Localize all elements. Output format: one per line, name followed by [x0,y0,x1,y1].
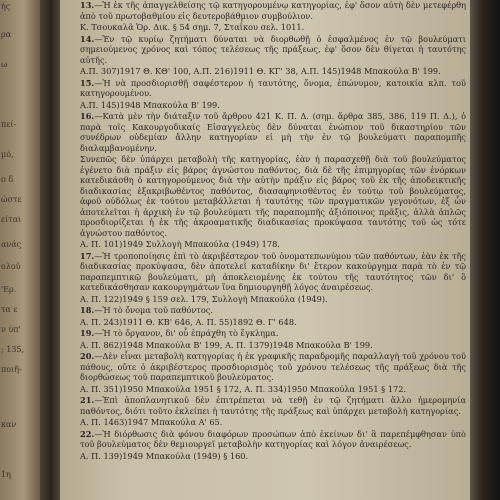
left-snippet: ανάς [1,240,22,249]
paragraph: 20.—Δὲν εἶναι μεταβολὴ κατηγορίας ἡ ἐκ γραφικῆς παραδρομῆς παραλλαγὴ τοῦ χρόνου τοῦ πάθους, οὔτε ὁ ἀκριβέστερος προσδιορισμὸς τοῦ χρόνου τελέσεως τῆς πράξεως διὰ τῆς διορθώσεως τοῦ παραπεμπτικοῦ βουλεύματος. [80,351,466,382]
paragraph: 13.—Ἡ ἐκ τῆς ἀπαγγελθείσης τῷ κατηγορουμένῳ κατηγορίας, ἐφ' ὅσον αὐτὴ δὲν μετεφέρθη ἀπὸ τοῦ πρωτοβαθμίου εἰς δευτεροβάθμιον συμβούλιον. [80,0,466,21]
citation: Α. Π. 1463)1947 Μπακούλα Α' 65. [80,417,223,427]
book-gutter [40,0,62,500]
citation: Α. Π. 122)1949 § 159 σελ. 179, Συλλογὴ Μπακούλα (1949). [80,293,328,304]
paragraph: 22.—Ἡ διόρθωσις διὰ φόνου διαφόρων προσώπων ἀπὸ ἐκείνων δι' ἃ παρεπέμφθησαν ὑπὸ τοῦ βουλεύματος δὲν θεμιουργεῖ μεταβολὴν κατηγορίας καὶ λόγον ἀναιρέσεως. [80,428,466,449]
citation: Α. Π. 862)1948 Μπακούλα Β' 199, Α. Π. 1379)1948 Μπακούλα Β' 199. [80,339,373,350]
citation: Κ. Τσουκαλᾶ Ὁρ. Δικ. § 54 σημ. 7, Σταΐκου σελ. 1011. [80,22,305,32]
left-snippet: ν ύπ' [1,325,21,334]
left-snippet: καν [1,420,17,429]
book-page [60,0,470,500]
left-snippet: 'Ερ. [1,285,17,294]
left-snippet: ω [1,60,8,69]
book-edge-shadow [470,0,500,500]
citation: Α. Π. 139)1949 Μπακούλα (1949) § 160. [80,450,249,461]
citation: Α. Π. 351)1950 Μπακούλα 1951 § 172, Α. Π. 334)1950 Μπακούλα 1951 § 172. [80,383,407,394]
citation: Α. Π. 101)1949 Συλλογὴ Μπακούλα (1949) 178. [80,239,280,249]
paragraph: 16.—Κατὰ μὲν τὴν διάταξιν τοῦ ἄρθρου 421 Κ. Π. Δ. (σημ. ἄρθρα 385, 386, 119 Π. Δ.), ὁ παρὰ τοῖς Κακουργοδικαίς Εἰσαγγελεὺς δὲν δύναται ἐνώπιον τοῦ δικαστηρίου τῶν συνέδρων οὐδεμίαν ἄλλην κατηγορίαν εἰ μὴ τὴν ἐν τῷ βουλεύματι παραπομπῆς διαλαμβανομένην. [80,111,466,153]
left-snippet: ρα [1,30,12,39]
citation: Α.Π. 307)1917 Θ. ΚΘ' 100, Α.Π. 216)1911 Θ. ΚΓ' 38, Α.Π. 145)1948 Μπακούλα Β' 199. [80,66,441,76]
left-snippet: μό, [1,150,14,159]
paragraph: 19.—Ἡ τὸ ὄργανον, δι' οὗ ἐπράχθη τὸ ἔγκλημα. [80,328,279,338]
paragraph: 18.—Ἡ τὸ ὄνομα τοῦ παθόντος. [80,305,213,315]
citation: Α.Π. 145)1948 Μπακούλα Β' 199. [80,99,220,110]
paragraph: 14.—Ἐν τῷ κυρίῳ ζητήματι δύναται νὰ διορθωθῇ ὁ ἐσφαλμένος ἐν τῷ βουλεύματι σημειούμενος χρόνος καὶ τόπος τελέσεως τῆς πράξεως, ἐφ' ὅσον δὲν θίγεται ἡ ταυτότης αὐτῆς. [80,33,466,65]
left-snippet: είται [1,215,22,224]
paragraph: 17.—Ἡ τροποποίησις ἐπὶ τὸ ἀκριβέστερον τοῦ ὀνοματεπωνύμου τῶν παθόντων, ἐὰν ἐκ τῆς διαδικασίας προκύψασα, δὲν ἀποτελεῖ καταδίκην δι' ἕτερον κακούργημα παρὰ τὸ ἐν τῷ παραπεμπτικῷ βουλεύματι, μὴ ἀποκλειομένης ἐκ τούτου τῆς ταυτότητος τῶν δι' ὃ κατεδικάσθησαν κακουργημάτων ἵνα δημιουργηθῇ λόγος ἀναιρέσεως. [80,250,466,292]
left-snippet: 1η [1,470,11,479]
left-snippet: ής [1,2,11,11]
citation: Α. Π. 243)1911 Θ. ΚΒ' 646, Α. Π. 55)1892 Θ. Γ' 648. [80,316,297,327]
paragraph: Συνεπῶς δὲν ὑπάρχει μεταβολὴ τῆς κατηγορίας, ἐὰν ἡ παρασχεθῇ διὰ τοῦ βουλεύματος ἐγένετο διὰ πράξιν εἰς βάρος ἀγνώστου παθόντος, διὰ δὲ τῆς ἐπιμηγορίας τῶν ἐνόρκων κατεδικάσθη ὁ κατηγορούμενος διὰ τὴν αὐτὴν πράξιν εἰς βάρος τοῦ ἐκ τῆς ἀποδεικτικῆς διαδικασίας ἐξακριβωθέντος παθόντος, διασαφηνισθέντος ἐν τούτῳ τοῦ βουλεύματος, ἀφοῦ οὐδόλως ἐκ τούτου μεταβάλλεται ἡ ταυτότης τῶν πραγματικῶν γεγονότων, ἐξ ὧν ἀποτελεῖται ἡ ἀρχικὴ ἐν τῷ βουλεύματι τῆς παραπομπῆς ἀξιόποινος πρᾶξις, ἀλλὰ ἁπλῶς προσδιορίζεται ἡ ἐκ τῆς ἀκροαματικῆς διαδικασίας προκύψασα ταυτότης τοῦ ὡς τότε ἀγνώστου παθόντος. [80,154,466,238]
left-page [0,0,40,500]
left-snippet: τα ε [1,305,18,314]
left-snippet: ο δ [1,175,14,184]
left-snippet: ; 135, [1,345,25,354]
left-snippet: ολοῦ [1,262,21,271]
left-snippet: ώστε [1,195,22,204]
left-snippet: ποιῆ- [1,365,22,374]
page-text [68,0,466,462]
left-snippet: πεί- [1,120,17,129]
paragraph: 15.—Ἡ νὰ προσδιορισθῇ σαφέστερον ἡ ταυτότης, ὄνομα, ἐπώνυμον, κατοικία κλπ. τοῦ κατηγορουμένου. [80,77,466,98]
paragraph: 21.—Ἐπὶ ἀποπλανητικοῦ δὲν ἐπιτρέπεται νὰ τεθῇ ἐν τῷ ζητήματι ἄλλο ἡμερομηνία παθόντος, διότι τοῦτο ἐκλείπει ἡ ταυτότης τῆς πράξεως καὶ ὑπάρχει μεταβολὴ κατηγορίας. [80,395,466,416]
